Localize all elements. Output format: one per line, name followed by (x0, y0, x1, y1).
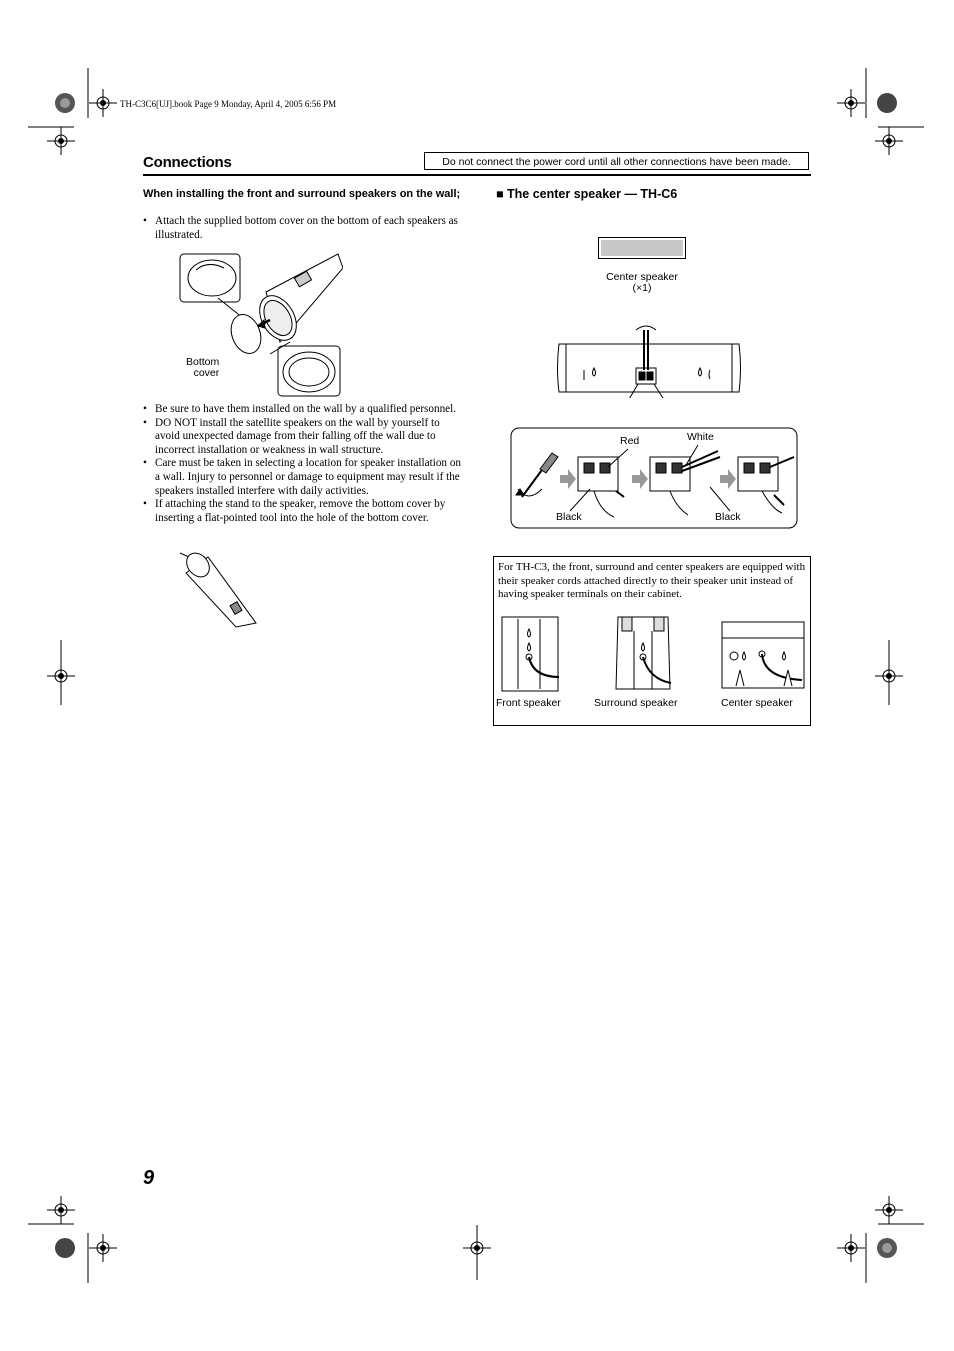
remove-cover-illustration (178, 547, 258, 629)
center-speaker-product (598, 237, 686, 259)
white-wire-label: White (687, 431, 714, 443)
wall-install-subheading: When installing the front and surround speakers on the wall; (143, 188, 461, 200)
list-item: • DO NOT install the satellite speakers on the wall by yourself to avoid unexpected damage from their falling off the wall due to incorrect installation or weakness in wall structure. (143, 417, 463, 458)
front-speaker-label: Front speaker (496, 697, 561, 709)
black-wire-label-right: Black (715, 511, 741, 523)
list-item: • If attaching the stand to the speaker, remove the bottom cover by inserting a flat-pointed tool into the hole of the bottom cover. (143, 498, 463, 525)
th-c3-info-text: For TH-C3, the front, surround and center speakers are equipped with their speaker cords attached directly to their speaker unit instead of having speaker terminals on their cabinet. (498, 561, 806, 600)
surround-speaker-label: Surround speaker (594, 697, 678, 709)
file-info: TH-C3C6[UJ].book Page 9 Monday, April 4, 2005 6:56 PM (120, 99, 337, 109)
bottom-cover-label: Bottom cover (186, 356, 220, 379)
red-wire-label: Red (620, 435, 640, 447)
center-speaker-th-c3-illustration (720, 620, 806, 690)
list-item: • Attach the supplied bottom cover on the bottom of each speakers as illustrated. (143, 215, 463, 242)
center-speaker-label: Center speaker (×1) (606, 271, 678, 294)
page-number: 9 (143, 1167, 155, 1189)
center-speaker-th-c3-label: Center speaker (721, 697, 793, 709)
center-speaker-heading: ■ The center speaker — TH-C6 (496, 187, 678, 201)
header-rule (143, 174, 811, 176)
front-speaker-illustration (500, 615, 562, 693)
notice-box: Do not connect the power cord until all other connections have been made. (424, 152, 809, 170)
list-item: • Care must be taken in selecting a location for speaker installation on a wall. Injury to personnel or damage to equipment may result if the speakers installed interfere with daily activities. (143, 457, 463, 498)
list-item: • Be sure to have them installed on the wall by a qualified personnel. (143, 403, 463, 417)
black-wire-label-left: Black (556, 511, 582, 523)
intro-bullet-list (143, 215, 463, 242)
surround-speaker-illustration (614, 613, 672, 693)
warning-bullet-list (143, 403, 463, 525)
section-title: Connections (143, 154, 232, 171)
center-speaker-back-illustration (556, 322, 742, 398)
wiring-steps-illustration (510, 427, 798, 529)
